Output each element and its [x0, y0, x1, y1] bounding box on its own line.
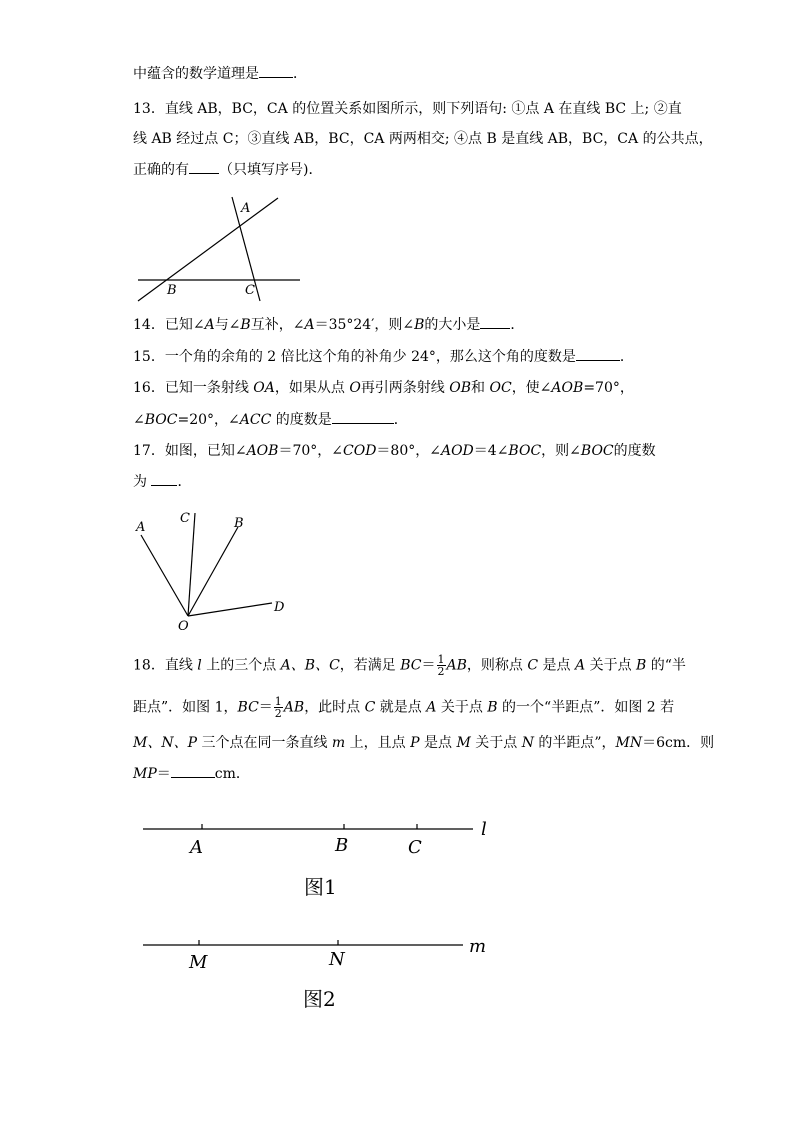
label-a: A [241, 201, 251, 216]
ray-oa [141, 535, 188, 616]
figure-2-caption: 图2 [303, 987, 336, 1011]
label-d: D [274, 600, 285, 615]
ray-oc [188, 513, 195, 616]
answer-blank[interactable] [171, 764, 215, 778]
label-c: C [180, 511, 190, 526]
label-b: B [167, 283, 177, 298]
answer-blank[interactable] [189, 160, 219, 174]
q18-line4: MP＝ cm． [133, 766, 250, 782]
q18-line3: M、N、P 三个点在同一条直线 m 上，且点 P 是点 M 关于点 N 的半距点”，MN＝6cm．则 [133, 735, 715, 751]
ray-od [188, 603, 272, 616]
answer-blank[interactable] [259, 64, 293, 78]
line-ab [138, 198, 278, 301]
label-l: l [481, 819, 487, 840]
answer-blank[interactable] [576, 347, 620, 361]
label-n: N [329, 949, 345, 970]
answer-blank[interactable] [332, 410, 394, 424]
label-c: C [408, 837, 422, 858]
label-a: A [190, 837, 203, 858]
q13-line1: 13．直线 AB，BC，CA 的位置关系如图所示，则下列语句: ①点 A 在直线 BC 上; ②直 [133, 101, 682, 117]
label-c: C [245, 283, 255, 298]
q16-line2: ∠BOC=20°，∠ACC 的度数是 ． [133, 412, 408, 428]
fraction-one-half: $\frac{1}{2}$ [437, 653, 445, 678]
fraction-one-half: $\frac{1}{2}$ [274, 695, 282, 720]
q16-line1: 16．已知一条射线 OA，如果从点 O再引两条射线 OB和 OC，使∠AOB=70°， [133, 380, 634, 396]
q15-line: 15．一个角的余角的 2 倍比这个角的补角少 24°，那么这个角的度数是 ． [133, 349, 634, 365]
q18-line2: 距点”．如图 1，BC＝ $\frac{1}{2}$ AB，此时点 C 就是点 A 关于点 B 的一个“半距点”．如图 2 若 [133, 695, 675, 720]
q17-line2: 为 ． [133, 474, 192, 490]
label-line-m: m [469, 936, 487, 957]
label-m: M [189, 952, 208, 973]
q13-figure [134, 193, 304, 308]
q17-line1: 17．如图，已知∠AOB＝70°，∠COD＝80°，∠AOD＝4∠BOC，则∠BOC的度数 [133, 443, 656, 459]
label-b: B [234, 516, 244, 531]
q18-figure-2 [140, 930, 500, 1015]
label-b: B [335, 835, 349, 856]
ray-ob [188, 527, 238, 616]
q18-line1: 18．直线 l 上的三个点 A、B、C，若满足 BC＝ $\frac{1}{2}$ AB，则称点 C 是点 A 关于点 B 的“半 [133, 653, 686, 678]
answer-blank[interactable] [480, 315, 510, 329]
q18-figure-1 [140, 815, 500, 900]
q13-line2: 线 AB 经过点 C；③直线 AB，BC，CA 两两相交; ④点 B 是直线 AB，BC，CA 的公共点， [133, 131, 713, 147]
answer-blank[interactable] [151, 472, 177, 486]
q13-line3: 正确的有 （只填写序号)． [133, 162, 323, 178]
prev-answer-line: 中蕴含的数学道理是 ． [133, 66, 307, 82]
figure-1-caption: 图1 [304, 875, 337, 899]
q14-line: 14．已知∠A与∠B互补，∠A＝35°24′，则∠B的大小是 ． [133, 317, 525, 333]
q17-figure [134, 506, 294, 634]
label-a: A [136, 520, 146, 535]
label-o: O [178, 619, 189, 634]
